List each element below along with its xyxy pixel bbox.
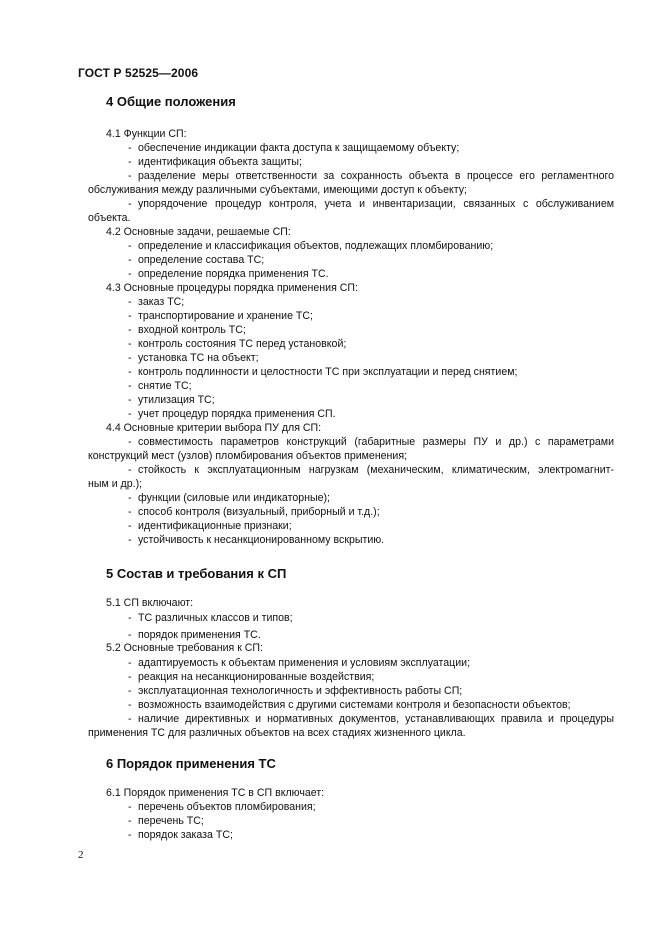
list-item-text: заказ ТС; bbox=[138, 296, 185, 308]
list-item-text: определение состава ТС; bbox=[138, 254, 265, 266]
list-dash: - bbox=[128, 534, 132, 546]
list-dash: - bbox=[128, 829, 132, 841]
list-item-text: совместимость параметров конструкций (габаритные размеры ПУ и др.) с параметрами bbox=[138, 436, 614, 448]
clause-6-1-heading: 6.1 Порядок применения ТС в СП включает: bbox=[106, 787, 325, 799]
list-item bbox=[128, 671, 374, 684]
list-item bbox=[128, 324, 246, 337]
list-item bbox=[128, 352, 259, 365]
list-item-continuation: объекта. bbox=[88, 212, 131, 224]
list-item bbox=[128, 198, 614, 211]
list-item-text: определение порядка применения ТС. bbox=[138, 268, 329, 280]
list-item bbox=[128, 492, 330, 505]
list-item bbox=[128, 534, 384, 547]
list-item-text: способ контроля (визуальный, приборный и т.д.); bbox=[138, 506, 380, 518]
list-dash: - bbox=[128, 240, 132, 252]
list-item bbox=[128, 685, 462, 698]
list-item-text: входной контроль ТС; bbox=[138, 324, 246, 336]
list-item-text: эксплуатационная технологичность и эффективность работы СП; bbox=[138, 685, 463, 697]
list-dash: - bbox=[128, 801, 132, 813]
list-dash: - bbox=[128, 142, 132, 154]
list-dash: - bbox=[128, 394, 132, 406]
section-6-title: 6 Порядок применения ТС bbox=[106, 756, 276, 771]
list-item bbox=[128, 380, 192, 393]
list-item-continuation: ным и др.); bbox=[88, 478, 143, 490]
list-item bbox=[128, 170, 614, 183]
list-item bbox=[128, 240, 493, 253]
list-item-text: порядок применения ТС. bbox=[138, 629, 261, 641]
list-dash: - bbox=[128, 464, 132, 476]
list-dash: - bbox=[128, 520, 132, 532]
list-item bbox=[128, 254, 264, 267]
list-item bbox=[128, 156, 302, 169]
list-dash: - bbox=[128, 268, 132, 280]
list-item-continuation: конструкций мест (узлов) пломбирования объектов применения; bbox=[88, 450, 408, 462]
list-dash: - bbox=[128, 713, 132, 725]
clause-4-3-heading: 4.3 Основные процедуры порядка применения СП: bbox=[106, 282, 358, 294]
list-item-text: функции (силовые или индикаторные); bbox=[138, 492, 330, 504]
list-item bbox=[128, 801, 316, 814]
clause-4-1-heading: 4.1 Функции СП: bbox=[106, 128, 187, 140]
list-dash: - bbox=[128, 629, 132, 641]
list-dash: - bbox=[128, 492, 132, 504]
list-dash: - bbox=[128, 338, 132, 350]
list-item bbox=[128, 657, 470, 670]
list-dash: - bbox=[128, 170, 132, 182]
list-dash: - bbox=[128, 657, 132, 669]
list-dash: - bbox=[128, 671, 132, 683]
list-dash: - bbox=[128, 436, 132, 448]
list-item bbox=[128, 506, 380, 519]
list-dash: - bbox=[128, 324, 132, 336]
clause-5-1-heading: 5.1 СП включают: bbox=[106, 597, 194, 609]
list-item bbox=[128, 713, 614, 726]
list-item bbox=[128, 612, 293, 625]
list-item-text: устойчивость к несанкционированному вскрытию. bbox=[138, 534, 385, 546]
clause-4-4-heading: 4.4 Основные критерии выбора ПУ для СП: bbox=[106, 422, 322, 434]
list-item-text: реакция на несанкционированные воздействия; bbox=[138, 671, 375, 683]
list-item-text: обеспечение индикации факта доступа к защищаемому объекту; bbox=[138, 142, 460, 154]
list-item bbox=[128, 296, 184, 309]
list-dash: - bbox=[128, 310, 132, 322]
list-item-text: наличие директивных и нормативных документов, устанавливающих правила и процедуры bbox=[138, 713, 614, 725]
list-item-text: установка ТС на объект; bbox=[138, 352, 259, 364]
section-4-title: 4 Общие положения bbox=[106, 94, 236, 109]
list-dash: - bbox=[128, 198, 132, 210]
list-item bbox=[128, 408, 336, 421]
clause-5-2-heading: 5.2 Основные требования к СП: bbox=[106, 642, 263, 654]
list-dash: - bbox=[128, 366, 132, 378]
list-item-text: упорядочение процедур контроля, учета и инвентаризации, связанных с обслуживанием bbox=[138, 198, 614, 210]
list-item bbox=[128, 394, 215, 407]
list-item-text: утилизация ТС; bbox=[138, 394, 215, 406]
list-item-continuation: применения ТС для различных объектов на всех стадиях жизненного цикла. bbox=[88, 727, 466, 739]
list-dash: - bbox=[128, 352, 132, 364]
list-dash: - bbox=[128, 699, 132, 711]
list-item-text: порядок заказа ТС; bbox=[138, 829, 233, 841]
list-item bbox=[128, 815, 204, 828]
list-item-text: контроль подлинности и целостности ТС при эксплуатации и перед снятием; bbox=[138, 366, 518, 378]
list-dash: - bbox=[128, 506, 132, 518]
list-dash: - bbox=[128, 296, 132, 308]
list-item-text: идентификационные признаки; bbox=[138, 520, 292, 532]
list-item-continuation: обслуживания между различными субъектами, имеющими доступ к объекту; bbox=[88, 184, 467, 196]
list-item-text: контроль состояния ТС перед установкой; bbox=[138, 338, 347, 350]
page-number: 2 bbox=[78, 849, 84, 861]
list-item-text: возможность взаимодействия с другими системами контроля и безопасности объектов; bbox=[138, 699, 571, 711]
list-item bbox=[128, 436, 614, 449]
list-dash: - bbox=[128, 156, 132, 168]
list-item-text: перечень ТС; bbox=[138, 815, 204, 827]
list-item-text: идентификация объекта защиты; bbox=[138, 156, 302, 168]
clause-4-2-heading: 4.2 Основные задачи, решаемые СП: bbox=[106, 226, 291, 238]
list-item-text: адаптируемость к объектам применения и условиям эксплуатации; bbox=[138, 657, 471, 669]
list-item bbox=[128, 366, 517, 379]
document-header: ГОСТ Р 52525—2006 bbox=[78, 66, 199, 80]
list-dash: - bbox=[128, 612, 132, 624]
list-dash: - bbox=[128, 380, 132, 392]
list-item-text: учет процедур порядка применения СП. bbox=[138, 408, 336, 420]
list-item bbox=[128, 464, 614, 477]
list-item bbox=[128, 142, 459, 155]
list-item bbox=[128, 268, 329, 281]
list-dash: - bbox=[128, 815, 132, 827]
list-item bbox=[128, 520, 292, 533]
list-item bbox=[128, 629, 261, 642]
list-item-text: транспортирование и хранение ТС; bbox=[138, 310, 313, 322]
list-dash: - bbox=[128, 254, 132, 266]
list-item-text: снятие ТС; bbox=[138, 380, 192, 392]
list-item bbox=[128, 310, 313, 323]
list-dash: - bbox=[128, 408, 132, 420]
list-item-text: перечень объектов пломбирования; bbox=[138, 801, 316, 813]
list-item-text: разделение меры ответственности за сохранность объекта в процессе его регламентного bbox=[138, 170, 614, 182]
list-item bbox=[128, 829, 233, 842]
list-item-text: определение и классификация объектов, подлежащих пломбированию; bbox=[138, 240, 494, 252]
list-dash: - bbox=[128, 685, 132, 697]
list-item bbox=[128, 699, 571, 712]
list-item-text: ТС различных классов и типов; bbox=[138, 612, 293, 624]
list-item bbox=[128, 338, 346, 351]
section-5-title: 5 Состав и требования к СП bbox=[106, 566, 287, 581]
list-item-text: стойкость к эксплуатационным нагрузкам (механическим, климатическим, электромагнит- bbox=[138, 464, 614, 476]
